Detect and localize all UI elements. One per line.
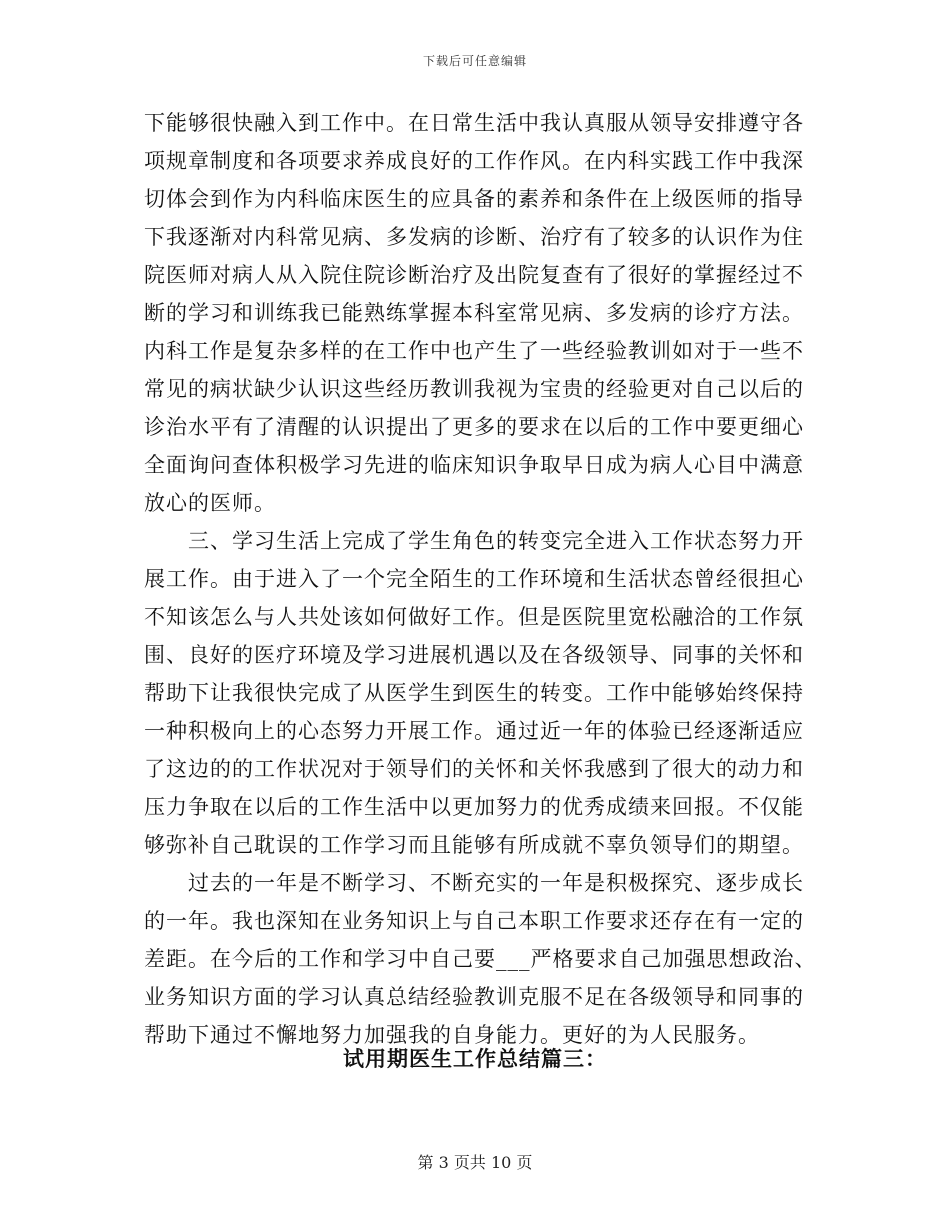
text-line: 诊治水平有了清醒的认识提出了更多的要求在以后的工作中要更细心 bbox=[144, 415, 804, 439]
text-line: 院医师对病人从入院住院诊断治疗及出院复查有了很好的掌握经过不 bbox=[144, 263, 804, 287]
text-line: 不知该怎么与人共处该如何做好工作。但是医院里宽松融洽的工作氛 bbox=[144, 605, 804, 629]
text-line: 展工作。由于进入了一个完全陌生的工作环境和生活状态曾经很担心 bbox=[144, 567, 804, 591]
text-line: 帮助下让我很快完成了从医学生到医生的转变。工作中能够始终保持 bbox=[144, 681, 804, 705]
text-line: 围、良好的医疗环境及学习进展机遇以及在各级领导、同事的关怀和 bbox=[144, 643, 804, 667]
text-line: 压力争取在以后的工作生活中以更加努力的优秀成绩来回报。不仅能 bbox=[144, 795, 804, 819]
text-line: 过去的一年是不断学习、不断充实的一年是积极探究、逐步成长 bbox=[144, 871, 804, 895]
section-heading: 试用期医生工作总结篇三： bbox=[343, 1046, 607, 1071]
text-line: 下能够很快融入到工作中。在日常生活中我认真服从领导安排遵守各 bbox=[144, 111, 804, 135]
text-line: 断的学习和训练我已能熟练掌握本科室常见病、多发病的诊疗方法。 bbox=[144, 301, 804, 325]
text-line: 够弥补自己耽误的工作学习而且能够有所成就不辜负领导们的期望。 bbox=[144, 833, 804, 857]
text-line: 内科工作是复杂多样的在工作中也产生了一些经验教训如对于一些不 bbox=[144, 339, 804, 363]
text-line: 放心的医师。 bbox=[144, 491, 276, 515]
text-line: 了这边的的工作状况对于领导们的关怀和关怀我感到了很大的动力和 bbox=[144, 757, 804, 781]
page-header-note: 下载后可任意编辑 bbox=[422, 54, 527, 68]
text-line: 全面询问查体积极学习先进的临床知识争取早日成为病人心目中满意 bbox=[144, 453, 804, 477]
text-line: 三、学习生活上完成了学生角色的转变完全进入工作状态努力开 bbox=[144, 529, 804, 553]
text-line: 帮助下通过不懈地努力加强我的自身能力。更好的为人民服务。 bbox=[144, 1023, 760, 1047]
text-line: 项规章制度和各项要求养成良好的工作作风。在内科实践工作中我深 bbox=[144, 149, 804, 173]
text-line: 一种积极向上的心态努力开展工作。通过近一年的体验已经逐渐适应 bbox=[144, 719, 804, 743]
text-line: 的一年。我也深知在业务知识上与自己本职工作要求还存在有一定的 bbox=[144, 909, 804, 933]
page-number: 第 3 页共 10 页 bbox=[417, 1153, 533, 1172]
text-line: 切体会到作为内科临床医生的应具备的素养和条件在上级医师的指导 bbox=[144, 187, 804, 211]
text-line: 常见的病状缺少认识这些经历教训我视为宝贵的经验更对自己以后的 bbox=[144, 377, 804, 401]
text-line: 下我逐渐对内科常见病、多发病的诊断、治疗有了较多的认识作为住 bbox=[144, 225, 804, 249]
body-text bbox=[144, 104, 817, 1054]
text-line: 业务知识方面的学习认真总结经验教训克服不足在各级领导和同事的 bbox=[144, 985, 804, 1009]
text-line: 差距。在今后的工作和学习中自己要___严格要求自己加强思想政治、 bbox=[144, 947, 817, 971]
